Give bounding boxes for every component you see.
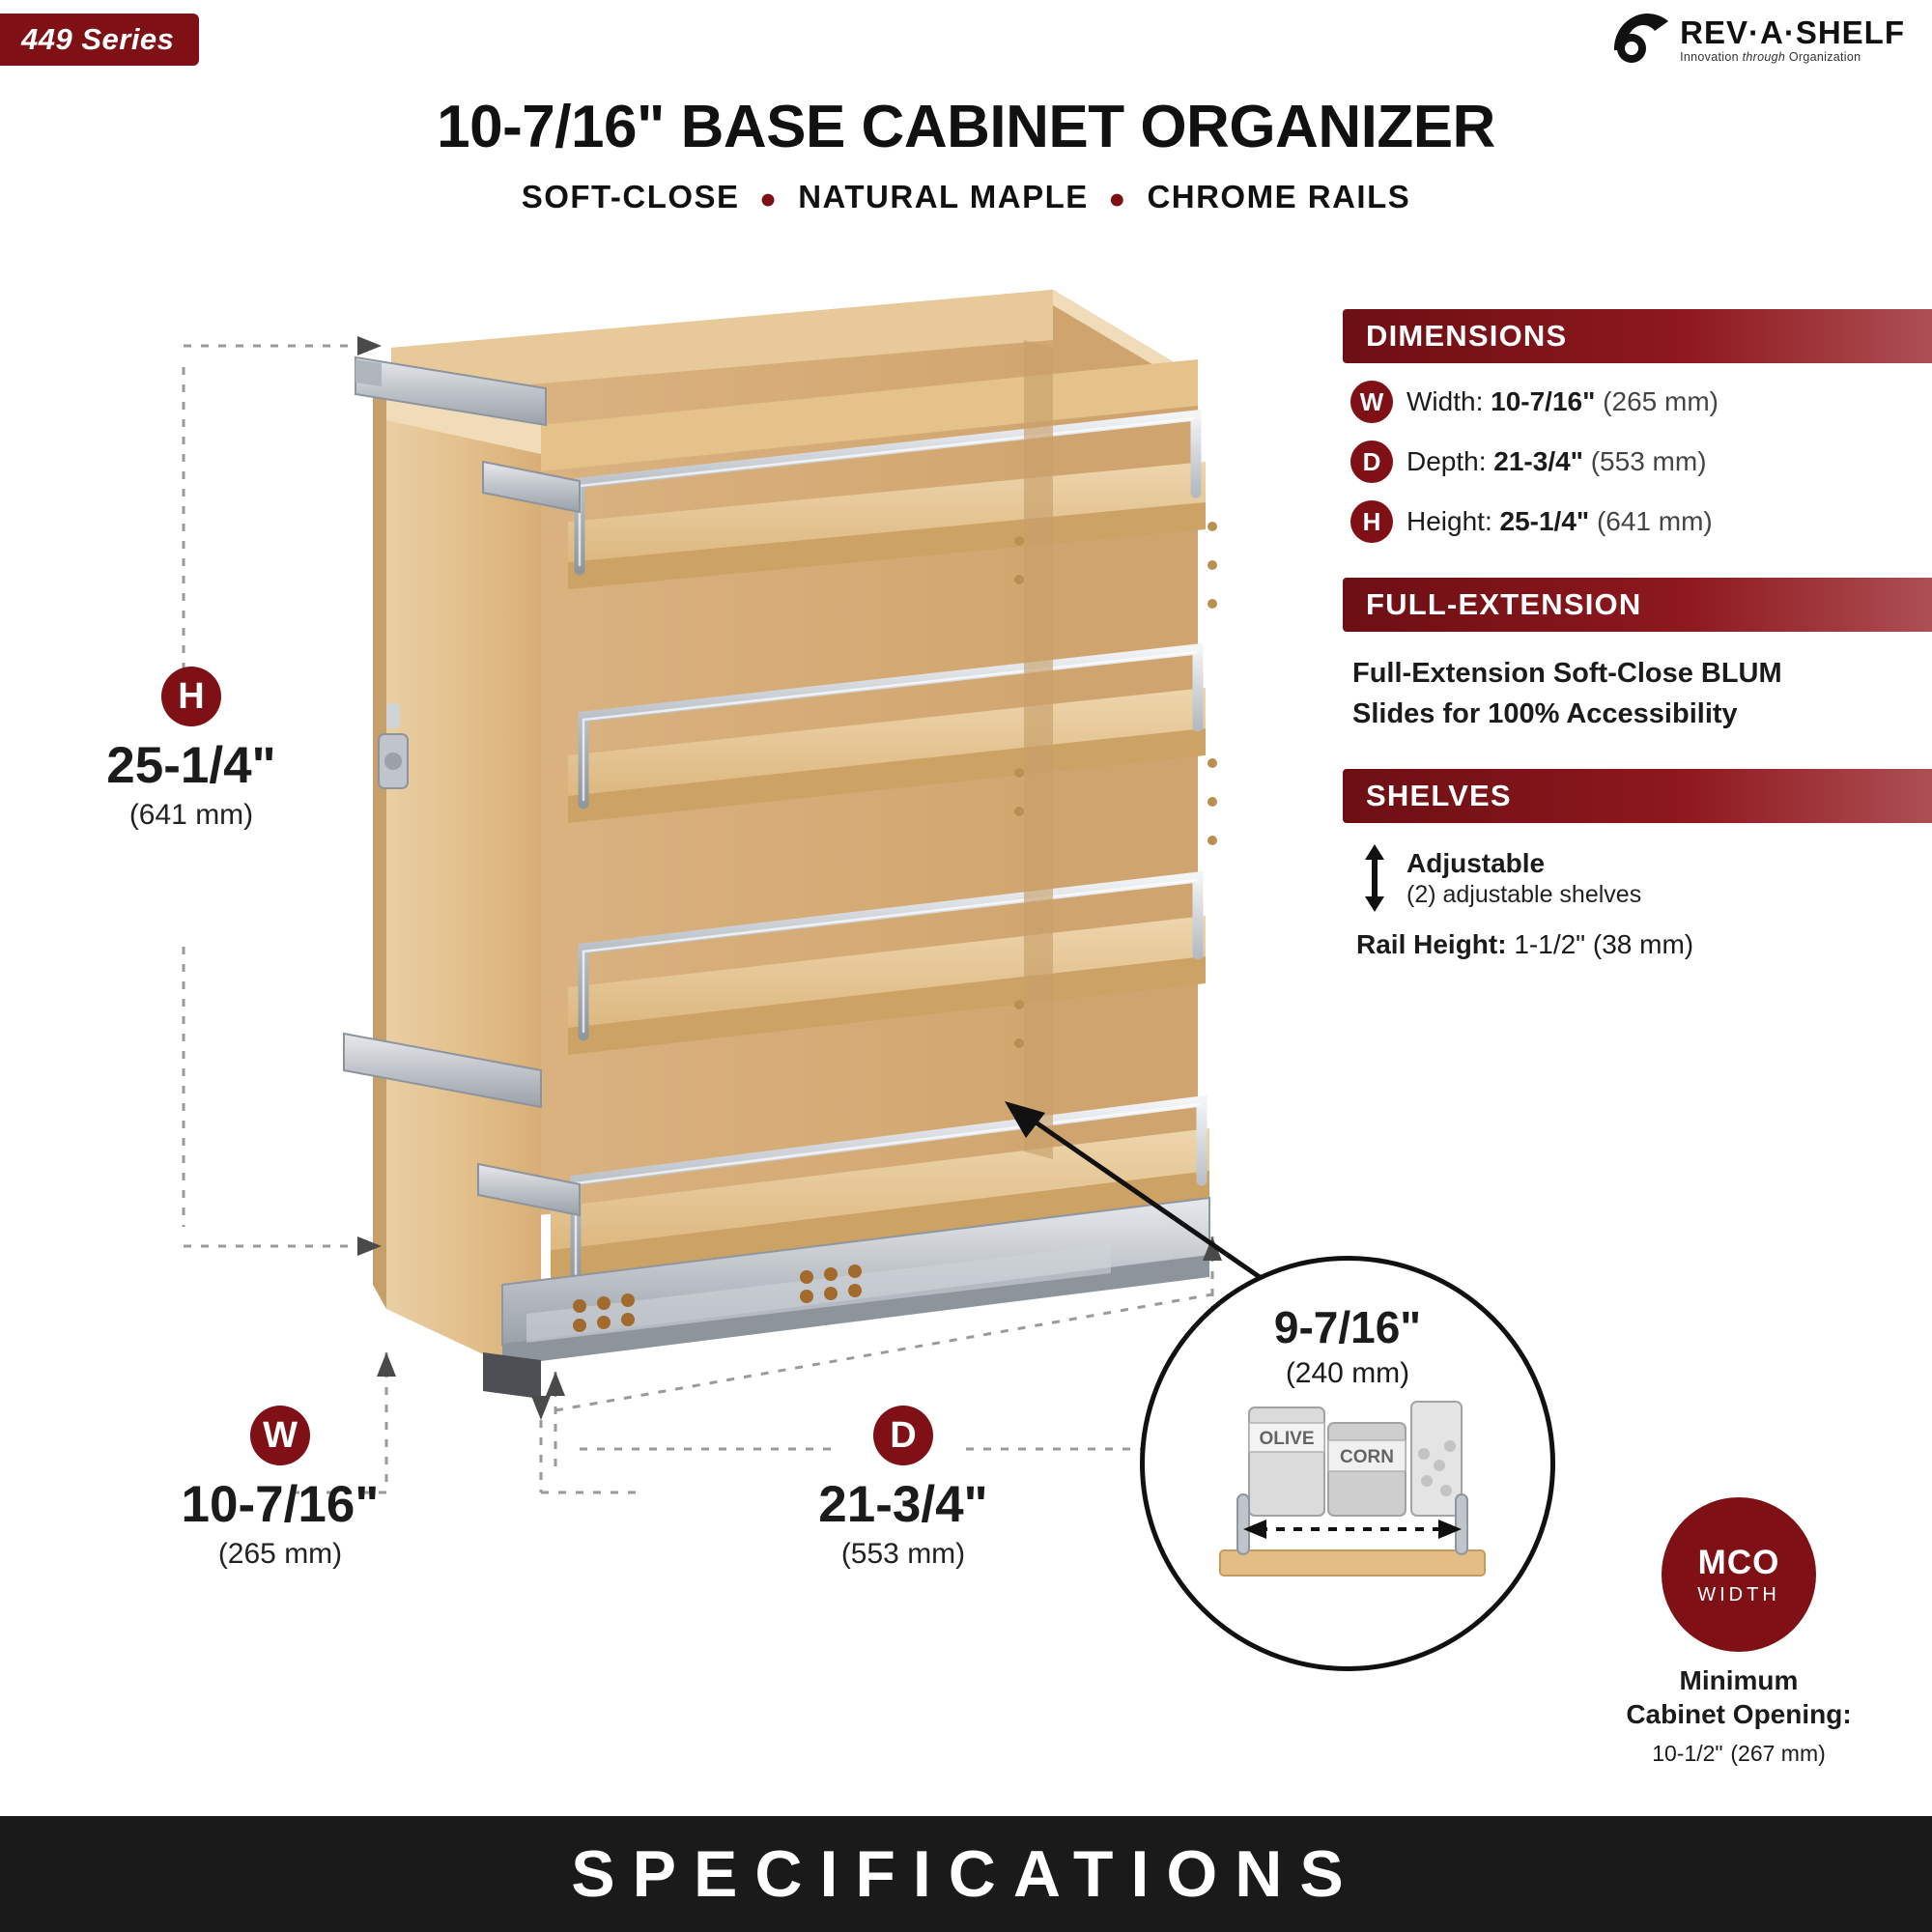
- inset-width-mm: (240 mm): [1285, 1357, 1410, 1389]
- dimension-depth-text: Depth: 21-3/4" (553 mm): [1406, 446, 1707, 476]
- spec-panel: [1343, 309, 1922, 960]
- subtitle-part-2: NATURAL MAPLE: [798, 179, 1089, 214]
- badge-h: H: [1350, 500, 1393, 543]
- badge-d: D: [1350, 440, 1393, 483]
- rev-a-shelf-mark-icon: [1610, 12, 1670, 68]
- mco-title: MCO: [1697, 1543, 1780, 1581]
- mco-caption-line2: Cabinet Opening:: [1626, 1699, 1852, 1729]
- mco-value: 10-1/2": [1652, 1741, 1723, 1766]
- depth-value-mm: (553 mm): [840, 1538, 966, 1570]
- mco-value-mm: (267 mm): [1730, 1741, 1826, 1766]
- mco-caption-line1: Minimum: [1679, 1665, 1799, 1695]
- mco-badge: [1662, 1497, 1816, 1652]
- inset-width-value: 9-7/16": [1273, 1302, 1422, 1352]
- series-tag: 449 Series: [0, 14, 199, 66]
- adjustable-title: Adjustable: [1406, 847, 1546, 878]
- height-value: 25-1/4": [106, 737, 276, 794]
- brand-tagline: Innovation through Organization: [1680, 49, 1861, 64]
- svg-text:CORN: CORN: [1340, 1447, 1394, 1467]
- callout-depth: [768, 1406, 1038, 1571]
- badge-w-callout: W: [250, 1406, 310, 1465]
- page-title: 10-7/16" BASE CABINET ORGANIZER: [437, 94, 1495, 160]
- rail-height-value: 1-1/2" (38 mm): [1514, 929, 1694, 960]
- mco-subtitle: WIDTH: [1697, 1583, 1780, 1605]
- dimension-row-width: [1350, 381, 1922, 423]
- brand-logo: [1610, 12, 1905, 68]
- badge-d-callout: D: [873, 1406, 933, 1465]
- dimension-height-text: Height: 25-1/4" (641 mm): [1406, 506, 1713, 536]
- height-value-mm: (641 mm): [128, 799, 254, 831]
- dimension-row-depth: [1350, 440, 1922, 483]
- page-subtitle: [0, 179, 1932, 215]
- badge-h-callout: H: [161, 667, 221, 726]
- bullet-icon: ●: [750, 183, 788, 215]
- depth-value: 21-3/4": [818, 1476, 988, 1533]
- dimension-width-text: Width: 10-7/16" (265 mm): [1406, 386, 1719, 416]
- subtitle-part-3: CHROME RAILS: [1147, 179, 1411, 214]
- rail-height-label: Rail Height:: [1356, 929, 1507, 960]
- brand-name: REV·A·SHELF: [1680, 14, 1905, 50]
- footer-label: SPECIFICATIONS: [571, 1837, 1361, 1911]
- svg-text:OLIVE: OLIVE: [1259, 1429, 1315, 1449]
- footer-banner: [0, 1816, 1932, 1932]
- width-value-mm: (265 mm): [217, 1538, 343, 1570]
- full-extension-heading: FULL-EXTENSION: [1343, 578, 1932, 632]
- adjustable-sub: (2) adjustable shelves: [1406, 880, 1642, 908]
- mco-caption: [1546, 1663, 1932, 1768]
- width-value: 10-7/16": [181, 1476, 380, 1533]
- shelves-heading: SHELVES: [1343, 769, 1932, 823]
- dimensions-heading: DIMENSIONS: [1343, 309, 1932, 363]
- badge-w: W: [1350, 381, 1393, 423]
- rail-height-row: [1356, 929, 1922, 960]
- inset-usable-width: [1140, 1256, 1555, 1671]
- dimension-row-height: [1350, 500, 1922, 543]
- bullet-icon: ●: [1098, 183, 1137, 215]
- adjustable-shelves-row: [1358, 842, 1922, 914]
- callout-height: [56, 667, 327, 832]
- full-extension-body: Full-Extension Soft-Close BLUM Slides for 100% Accessibility: [1352, 658, 1782, 730]
- up-down-arrow-icon: [1358, 842, 1391, 914]
- callout-width: [130, 1406, 430, 1571]
- subtitle-part-1: SOFT-CLOSE: [521, 179, 740, 214]
